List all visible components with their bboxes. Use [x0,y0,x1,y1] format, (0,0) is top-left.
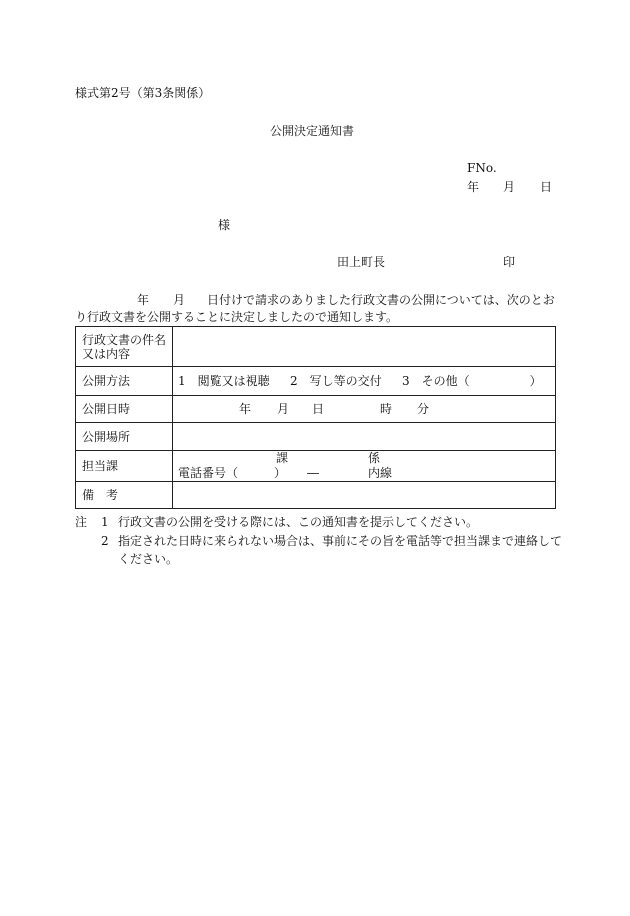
date-day-label: 日 [540,180,553,194]
table-row-department [76,451,556,482]
department-phone-label: 電話番号（ ） [178,466,287,480]
intro-year-label: 年 [137,293,150,307]
subject-label-cell [76,327,173,367]
datetime-month-label: 月 [277,402,290,416]
department-ka-label: 課 [276,451,289,465]
datetime-minute-label: 分 [417,402,430,416]
document-number-label: FNo. [467,161,497,175]
subject-value-cell [173,327,556,367]
date-month-label: 月 [503,180,516,194]
method-value-cell [173,367,556,396]
table-row-datetime [76,396,556,423]
department-kakari-label: 係 [368,451,381,465]
date-year-label: 年 [467,180,480,194]
document-title: 公開決定通知書 [270,124,355,138]
datetime-value-cell [173,396,556,423]
table-row-place [76,423,556,451]
subject-label-line2: 又は内容 [82,346,131,361]
table-row-remarks [76,482,556,509]
datetime-year-label: 年 [239,402,252,416]
intro-text-line2: り行政文書を公開することに決定しましたので通知します。 [75,310,399,324]
notice-table [75,326,556,509]
seal-mark: 印 [503,255,516,269]
sender-name: 田上町長 [337,255,386,269]
datetime-day-label: 日 [312,402,325,416]
department-value-cell [173,451,556,482]
form-number: 様式第2号（第3条関係） [75,86,211,100]
notes-prefix: 注 [75,515,88,529]
place-label: 公開場所 [76,423,173,451]
method-option-copy: 2 写し等の交付 [290,374,382,388]
remarks-value-cell [173,482,556,509]
intro-text-line1: 日付けで請求のありました行政文書の公開については、次のとお [207,293,555,307]
note2-number: 2 [101,534,109,548]
note2-text-line1: 指定された日時に来られない場合は、事前にその旨を電話等で担当課まで連絡して [118,534,563,548]
method-label: 公開方法 [76,367,173,396]
method-option-other: 3 その他（ ） [402,374,542,388]
addressee-honorific: 様 [218,218,231,232]
intro-month-label: 月 [173,293,186,307]
department-extension-label: 内線 [368,466,393,480]
note1-text: 行政文書の公開を受ける際には、この通知書を提示してください。 [118,515,479,529]
table-row-subject [76,327,556,367]
note1-number: 1 [101,515,109,529]
department-label: 担当課 [76,451,173,482]
place-value-cell [173,423,556,451]
table-row-method [76,367,556,396]
note2-text-line2: ください。 [118,552,179,566]
remarks-label: 備 考 [76,482,173,509]
method-option-view: 1 閲覧又は視聴 [178,374,270,388]
datetime-label: 公開日時 [76,396,173,423]
department-phone-dash: ― [307,466,319,480]
subject-label-line1: 行政文書の件名 [82,332,167,347]
datetime-hour-label: 時 [380,402,393,416]
